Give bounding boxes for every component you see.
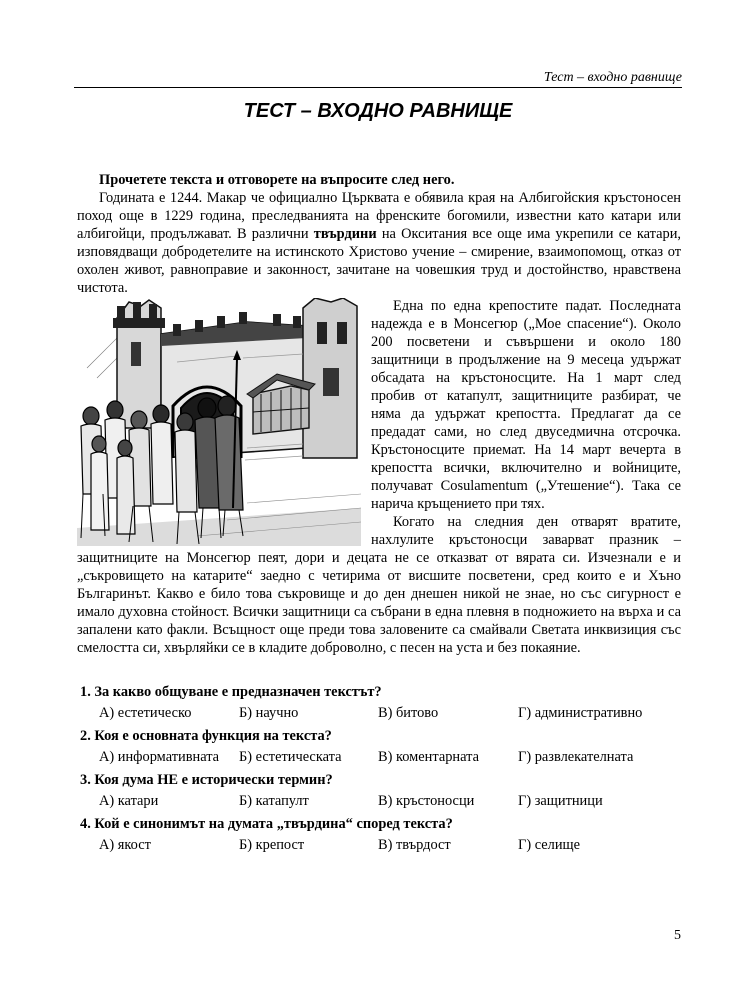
header-rule [74,87,682,88]
paragraph-1-start: Годината е 1244. Макар че официално Църквата е обявила края на Албигойския кръстоносен поход още в 1229 година, преследванията на френските богомили, известни като катари или албигойци, продължават. В различни [77,190,681,242]
bold-term: твърдини [313,226,377,242]
answer-option: В) кръстоносци [378,793,475,809]
instruction: Прочетете текста и отговорете на въпросите след него. [99,172,455,188]
question-list [80,684,680,860]
paragraph-3: Когато на следния ден отварят вратите, нахлулите кръстоносци заварват празник – защитниците на Монсегюр пеят, дори и децата не се отказват от вярата си. Изчезнали е и „съкровището на катарите“ заедно с четирима от висшите посветени, сред които е и Хъно Българинът. Какво е било това съкровище и до ден днешен никой не знае, но със сигурност е имало духовна стойност. Всички защитници са събрани в една плевня в подножието на върха и са запалени като факли. Всъщност още преди това заловените са смайвали Светата инквизиция със смелостта си, хвърляйки се в кладите доброволно, с песен на уста и без покаяние. [77,514,681,656]
answer-option: А) якост [99,837,151,853]
paragraph-2: Една по една крепостите падат. Последната надежда е в Монсегюр („Мое спасение“). Около 200 посветени и съвършени и около 180 защитници в продължение на 9 месеца удържат обсадата на кръстоносците. На 1 март след пробив от катапулт, защитниците разбират, че няма да удържат крепостта. Предлагат да се предадат сами, но след двуседмична отсрочка. Кръстоносците приемат. На 14 март вечерта в крепостта всички, включително и войниците, получават Cosulamentum („Утешение“). Така се нарича кръщението при тях. [371,298,681,512]
answer-option: В) битово [378,705,439,721]
question-text: 1. За какво общуване е предназначен текстът? [80,684,382,700]
answer-option: А) информативната [99,749,220,765]
answer-option: Б) катапулт [239,793,309,809]
answer-option: Г) защитници [518,793,603,809]
illustration-drawing [77,298,361,546]
answer-option: В) твърдост [378,837,451,853]
answer-option: Г) административно [518,705,643,721]
answer-option: Б) крепост [239,837,305,853]
illustration-fortress-surrender [77,298,361,546]
answer-option: Г) селище [518,837,581,853]
answer-option: В) коментарната [378,749,479,765]
answer-option: А) естетическо [99,705,192,721]
answer-option: Б) научно [239,705,299,721]
running-head: Тест – входно равнище [543,70,682,85]
question [80,816,680,860]
question-text: 3. Коя дума НЕ е исторически термин? [80,772,333,788]
reading-text [77,171,681,657]
page-number: 5 [674,928,681,943]
question-text: 4. Кой е синонимът на думата „твърдина“ според текста? [80,816,453,832]
page-title: ТЕСТ – ВХОДНО РАВНИЩЕ [243,100,513,122]
question-text: 2. Коя е основната функция на текста? [80,728,332,744]
answer-option: Б) естетическата [239,749,342,765]
paragraph-1-end: на Окситания все още има укрепили се катари, изповядващи добродетелите на истинското Христово учение – смирение, взаимопомощ, отказ от охолен живот, равноправие и законност, зачитане на човешкия труд и достойнство, нравствена чистота. [77,226,682,296]
paragraph-1 [77,189,681,297]
answer-option: А) катари [99,793,159,809]
question [80,684,680,728]
question [80,728,680,772]
question [80,772,680,816]
answer-option: Г) развлекателната [518,749,634,765]
